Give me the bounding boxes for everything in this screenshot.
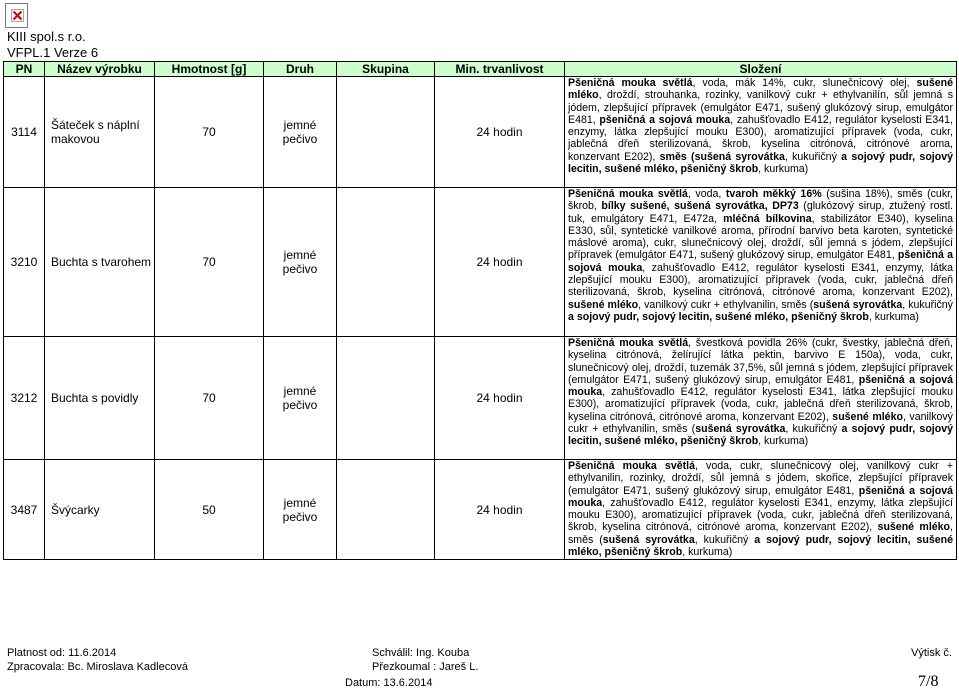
product-group [337, 337, 435, 460]
composition-segment: a sojový pudr, sojový lecitin, sušené mléko, pšeničný škrob [568, 423, 953, 448]
document-date: Datum: 13.6.2014 [345, 677, 433, 689]
product-type: jemné pečivo [264, 460, 337, 560]
product-shelf-life: 24 hodin [435, 188, 565, 337]
composition-segment: (glukózový sirup, ztužený rostl. tuk, emulgátory E471, E472a, [568, 200, 953, 225]
product-weight: 70 [155, 337, 264, 460]
product-composition [565, 77, 957, 188]
composition-segment: , kurkuma) [682, 546, 733, 559]
composition-segment: Pšeničná mouka světlá [568, 77, 693, 89]
composition-segment: sušené mléko [568, 77, 953, 102]
document-version: VFPL.1 Verze 6 [7, 45, 99, 60]
product-group [337, 460, 435, 560]
composition-segment: , vanilkový cukr + ethylvanilin, směs ( [638, 298, 814, 311]
composition-segment: pšeničná a sojová mouka [568, 373, 953, 399]
composition-segment: a sojový pudr, sojový lecitin, sušené mléko, pšeničný škrob [568, 150, 953, 176]
composition-segment: pšeničná a sojová mouka [568, 484, 953, 509]
composition-segment: , droždí, strouhanka, rozinky, vanilkový cukr + ethylvanilín, sůl jemná s jódem, zlepšující přípravek (emulgátor E471, sušený glukózový sirup, emulgátor E481, [568, 89, 953, 126]
product-weight: 70 [155, 77, 264, 188]
table-header-row [4, 62, 957, 77]
product-name: Buchta s tvarohem [45, 188, 155, 337]
approved-by: Schválil: Ing. Kouba [372, 647, 470, 659]
composition-segment: sušená syrovátka [695, 423, 786, 436]
page-number: 7/8 [918, 673, 939, 690]
composition-segment: , zahušťovadlo E412, regulátor kyselosti E341, enzymy, látka zlepšující mouku E300), aromatizující přípravek (voda, cukr, jablečná dřeň sterilizovaná, škrob, kyselina citrónová, citrónové aroma, konzervant E202), [568, 261, 953, 299]
composition-segment: směs (sušená syrovátka [659, 150, 785, 163]
composition-segment: , stabilizátor E340), kyselina E330, sůl, syntetické vanilkové aroma, přírodní barvivo beta karoten, syntetické máslové aroma), cukr, slunečnicový olej, droždí, sůl jemná s jódem, zlepšující přípravek (emulgátor E471, sušený glukózový sirup, emulgátor E481, [568, 212, 954, 262]
composition-segment: Pšeničná mouka světlá [568, 337, 689, 349]
composition-segment: tvaroh měkký 16% [725, 188, 822, 200]
product-name: Švýcarky [45, 460, 155, 560]
company-name: KIII spol.s r.o. [7, 29, 86, 44]
composition-segment: (sušina 18%), směs (cukr, škrob, [568, 188, 954, 213]
table-row [4, 188, 957, 337]
composition-segment: bílky sušené, sušená syrovátka, DP73 [601, 200, 799, 213]
product-composition [565, 460, 957, 560]
column-header-group: Skupina [337, 62, 435, 77]
product-number: 3114 [4, 77, 45, 188]
product-composition [565, 337, 957, 460]
product-shelf-life: 24 hodin [435, 460, 565, 560]
composition-segment: sušená syrovátka [602, 533, 695, 546]
composition-segment: , kurkuma) [758, 163, 809, 176]
product-composition [565, 188, 957, 337]
composition-segment: sušené mléko [877, 521, 951, 534]
product-group [337, 188, 435, 337]
product-type: jemné pečivo [264, 77, 337, 188]
valid-from: Platnost od: 11.6.2014 [7, 647, 117, 659]
composition-segment: mléčná bílkovina [723, 212, 812, 225]
column-header-weight: Hmotnost [g] [155, 62, 264, 77]
composition-segment: , kukuřičný [784, 150, 842, 163]
extract-number: Výtisk č. [911, 647, 952, 659]
column-header-type: Druh [264, 62, 337, 77]
product-type: jemné pečivo [264, 188, 337, 337]
reviewed-by: Přezkoumal : Jareš L. [372, 661, 479, 673]
composition-segment: , voda, mák 14%, cukr, slunečnicový olej, [692, 77, 917, 89]
composition-segment: , voda, [687, 188, 726, 200]
broken-image-icon [5, 3, 28, 28]
composition-segment: pšeničná a sojová mouka [568, 249, 953, 274]
composition-segment: , kukuřičný [694, 533, 755, 546]
composition-segment: pšeničná a sojová mouka [599, 113, 731, 126]
column-header-pn: PN [4, 62, 45, 77]
product-weight: 70 [155, 188, 264, 337]
product-group [337, 77, 435, 188]
product-table [3, 61, 957, 560]
product-number: 3210 [4, 188, 45, 337]
product-shelf-life: 24 hodin [435, 337, 565, 460]
composition-segment: , zahušťovadlo E412, regulátor kyselosti E341, enzymy, látka zlepšující mouku E300), aromatizující přípravek (voda, cukr, jablečná dřeň sterilizovaná, škrob, kyselina citrónová, citrónové aroma, konzervant E202), [568, 496, 953, 534]
composition-segment: Pšeničná mouka světlá [568, 460, 695, 472]
table-row [4, 460, 957, 560]
composition-segment: , voda, cukr, slunečnicový olej, vanilkový cukr + ethylvanilin, rozinky, droždí, sůl jemná s jódem, skořice, zlepšující přípravek (emulgátor E471, sušený glukózový sirup, emulgátor E481, [568, 460, 954, 497]
column-header-composition: Složení [565, 62, 957, 77]
composition-segment: , kurkuma) [868, 310, 919, 323]
composition-segment: Pšeničná mouka světlá [568, 188, 688, 200]
composition-segment: , zahušťovadlo E412, regulátor kyselosti E341, látka zlepšující mouku E300), aromatizující přípravek (voda, cukr, jablečná dřeň sterilizovaná, škrob, kyselina citrónová, citrónové aroma, konzervant E202), [568, 386, 953, 423]
column-header-name: Název výrobku [45, 62, 155, 77]
composition-segment: sušené mléko [832, 410, 903, 423]
composition-segment: , švestková povidla 26% (cukr, švestky, jablečná dřeň, kyselina citrónová, želírující látka pektin, barvivo E 150a), voda, cukr, slunečnicový olej, droždí, tuzemák 37,5%, sůl jemná s jódem, zlepšující přípravek (emulgátor E471, sušený glukózový sirup, emulgátor E481, [568, 337, 953, 386]
product-name: Buchta s povidly [45, 337, 155, 460]
composition-segment: sušené mléko [568, 298, 639, 311]
table-row [4, 77, 957, 188]
product-type: jemné pečivo [264, 337, 337, 460]
composition-segment: a sojový pudr, sojový lecitin, sušené mléko, pšeničný škrob [568, 533, 953, 559]
product-number: 3212 [4, 337, 45, 460]
composition-segment: a sojový pudr, sojový lecitin, sušené mléko, pšeničný škrob [568, 310, 869, 323]
product-number: 3487 [4, 460, 45, 560]
composition-segment: , kukuřičný [785, 423, 842, 436]
composition-segment: , zahušťovadlo E412, regulátor kyselosti E341, enzymy, látka zlepšující mouku E300), aromatizující přípravek (voda, cukr, jablečná dřeň sterilizovaná, škrob, kyselina citrónová, citrónové aroma, konzervant E202), [568, 113, 953, 163]
composition-segment: , kurkuma) [758, 435, 809, 448]
table-row [4, 337, 957, 460]
prepared-by: Zpracovala: Bc. Miroslava Kadlecová [7, 661, 188, 673]
composition-segment: , vanilkový cukr + ethylvanilin, směs ( [568, 410, 953, 436]
column-header-shelf-life: Min. trvanlivost [435, 62, 565, 77]
composition-segment: , směs ( [568, 521, 953, 546]
product-name: Šáteček s náplní makovou [45, 77, 155, 188]
composition-segment: , kukuřičný [902, 298, 953, 311]
product-weight: 50 [155, 460, 264, 560]
composition-segment: sušená syrovátka [813, 298, 903, 311]
product-shelf-life: 24 hodin [435, 77, 565, 188]
